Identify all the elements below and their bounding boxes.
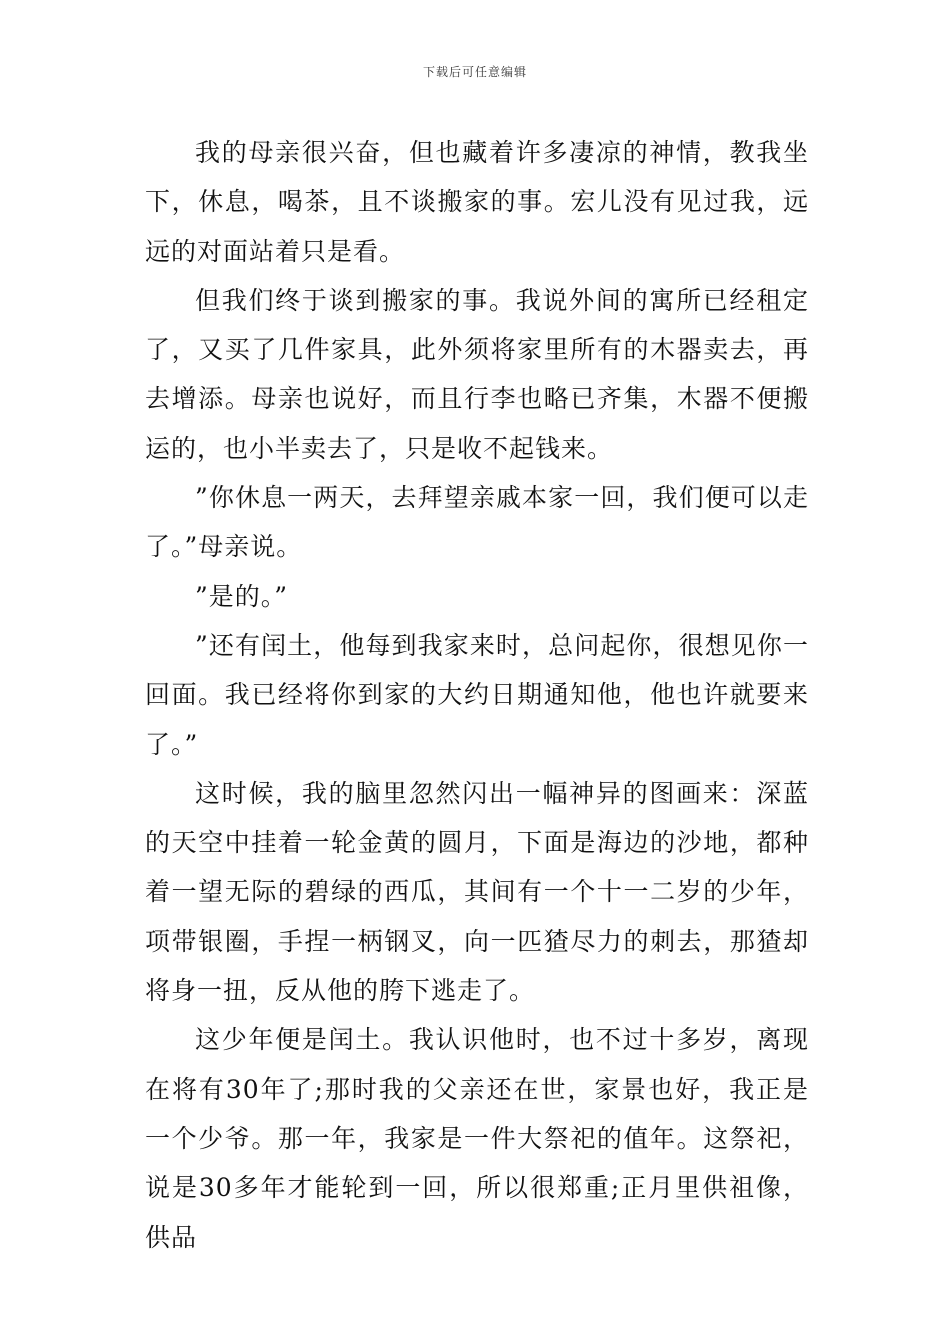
paragraph: 但我们终于谈到搬家的事。我说外间的寓所已经租定了，又买了几件家具，此外须将家里所有的木器卖去，再去增添。母亲也说好，而且行李也略已齐集，木器不便搬运的，也小半卖去了，只是收不起钱来。	[145, 285, 809, 463]
paragraph: 这少年便是闰土。我认识他时，也不过十多岁，离现在将有30年了;那时我的父亲还在世，家景也好，我正是一个少爷。那一年，我家是一件大祭祀的值年。这祭祀，说是30多年才能轮到一回，所以很郑重;正月里供祖像，供品	[145, 1025, 809, 1252]
paragraph: 我的母亲很兴奋，但也藏着许多凄凉的神情，教我坐下，休息，喝茶，且不谈搬家的事。宏儿没有见过我，远远的对面站着只是看。	[145, 138, 809, 266]
page-header: 下载后可任意编辑	[422, 65, 527, 79]
paragraph: 这时候，我的脑里忽然闪出一幅神异的图画来：深蓝的天空中挂着一轮金黄的圆月，下面是海边的沙地，都种着一望无际的碧绿的西瓜，其间有一个十一二岁的少年，项带银圈，手捏一柄钢叉，向一匹猹尽力的刺去，那猹却将身一扭，反从他的胯下逃走了。	[145, 778, 809, 1006]
paragraph: ”还有闰土，他每到我家来时，总问起你，很想见你一回面。我已经将你到家的大约日期通知他，他也许就要来了。”	[145, 630, 809, 759]
paragraph: ”你休息一两天，去拜望亲戚本家一回，我们便可以走了。”母亲说。	[145, 483, 809, 562]
paragraph: ”是的。”	[195, 581, 289, 611]
document-body	[145, 128, 809, 1262]
